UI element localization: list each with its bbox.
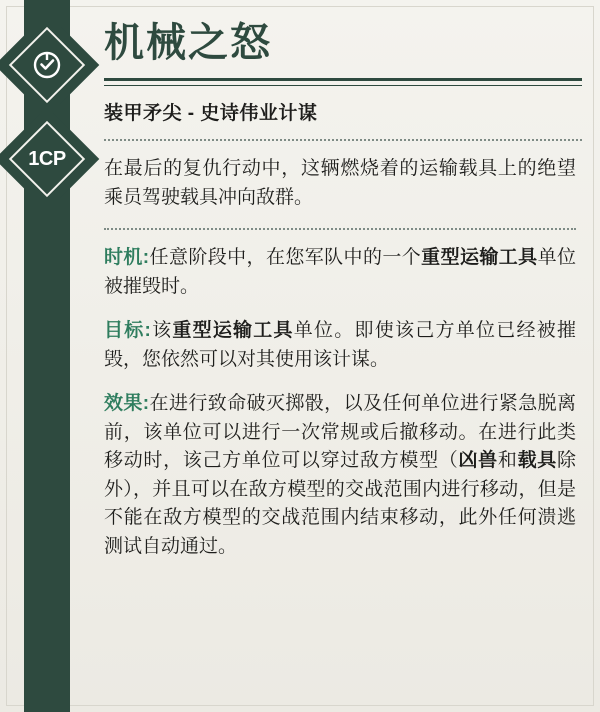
cp-cost-container [10,122,84,196]
section-target-text-after: 单位。即使该己方单位已经被摧毁，您依然可以对其使用该计谋。 [104,320,576,370]
section-when-text-before: 任意阶段中，在您军队中的一个 [149,247,422,268]
title-divider-thin [104,85,582,86]
dotted-divider-top [104,139,582,141]
card-body [104,155,582,561]
cp-cost-label: 1CP [28,147,66,170]
flavor-text: 在最后的复仇行动中，这辆燃烧着的运输载具上的绝望乘员驾驶载具冲向敌群。 [104,158,576,208]
section-when-keyword: 重型运输工具 [421,247,538,268]
card-subtitle: 装甲矛尖 - 史诗伟业计谋 [104,103,318,124]
page-title: 机械之怒 [104,21,272,65]
section-effect-text-mid: 和 [497,450,518,471]
section-effect-keyword-1: 凶兽 [458,450,498,471]
stratagem-icon-container [10,28,84,102]
section-when-label: 时机: [104,247,150,268]
section-target [104,317,576,374]
dotted-divider-mid [104,228,576,230]
section-target-keyword: 重型运输工具 [172,320,294,341]
section-effect-label: 效果: [104,393,150,414]
section-effect-text-after: 除外），并且可以在敌方模型的交战范围内进行移动，但是不能在敌方模型的交战范围内结束移动，此外任何溃逃测试自动通过。 [104,450,576,557]
section-when-text-after: 单位被摧毁时。 [104,247,576,297]
section-effect-keyword-2: 载具 [517,450,557,471]
stratagem-icon [30,48,64,82]
section-effect [104,390,576,561]
card-content [104,0,582,712]
section-target-text-before: 该 [150,320,173,341]
title-divider [104,78,582,81]
section-when [104,244,576,301]
section-target-label: 目标: [104,320,151,341]
section-effect-text-before: 在进行致命破灭掷骰，以及任何单位进行紧急脱离前，该单位可以进行一次常规或后撤移动。在进行此类移动时，该己方单位可以穿过敌方模型（ [104,393,576,471]
